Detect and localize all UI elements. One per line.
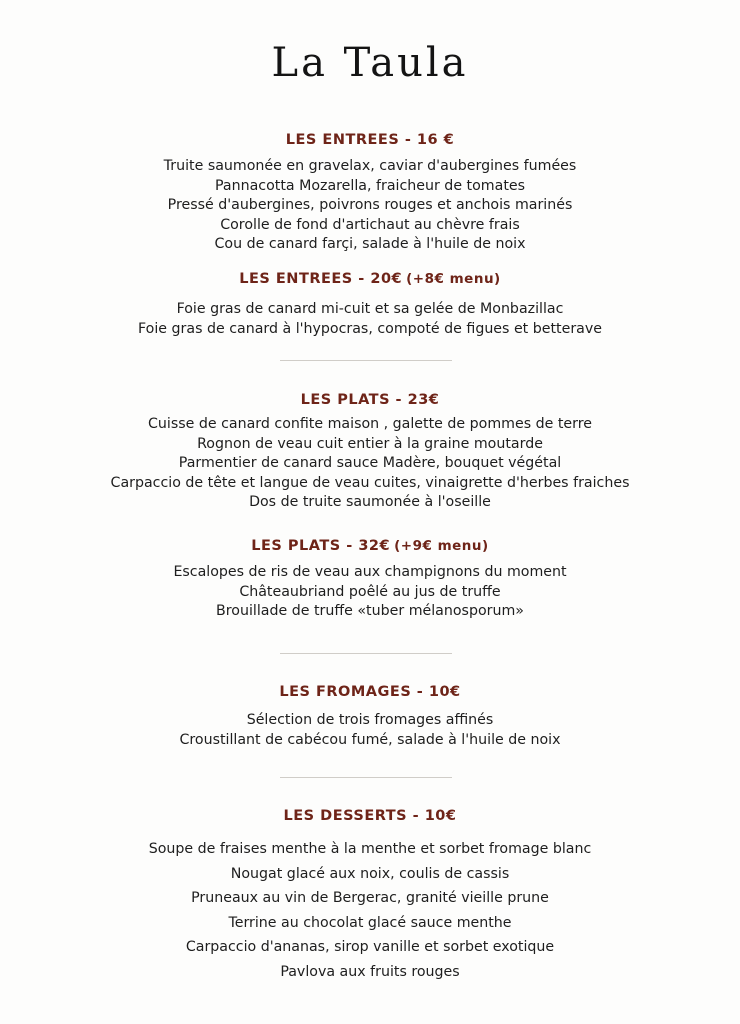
- menu-item: Soupe de fraises menthe à la menthe et sorbet fromage blanc: [148, 841, 592, 857]
- section-header: [0, 129, 740, 151]
- menu-item: Carpaccio de tête et langue de veau cuites, vinaigrette d'herbes fraiches: [110, 474, 630, 491]
- section-note: (+8€ menu): [406, 271, 501, 287]
- menu-section-entrees-20: [0, 268, 740, 339]
- section-header: [0, 681, 740, 703]
- menu-item: Parmentier de canard sauce Madère, bouquet végétal: [178, 455, 562, 472]
- menu-section-plats-32: [0, 535, 740, 622]
- section-title: LES ENTREES - 20€: [239, 271, 403, 287]
- menu-item: Brouillade de truffe «tuber mélanosporum»: [216, 603, 524, 620]
- menu-item: Foie gras de canard à l'hypocras, compoté de figues et betterave: [138, 320, 602, 337]
- menu-item: Croustillant de cabécou fumé, salade à l'huile de noix: [179, 731, 561, 748]
- section-header: [0, 389, 740, 411]
- menu-item: Carpaccio d'ananas, sirop vanille et sorbet exotique: [185, 939, 555, 955]
- menu-item: Terrine au chocolat glacé sauce menthe: [228, 914, 512, 931]
- section-note: (+9€ menu): [394, 538, 489, 554]
- menu-item: Châteaubriand poêlé au jus de truffe: [239, 583, 501, 600]
- menu-item: Nougat glacé aux noix, coulis de cassis: [230, 865, 510, 882]
- divider: [280, 653, 452, 654]
- restaurant-title: La Taula: [271, 40, 469, 86]
- menu-item: Foie gras de canard mi-cuit et sa gelée de Monbazillac: [176, 301, 564, 317]
- menu-item: Cuisse de canard confite maison , galette de pommes de terre: [148, 416, 592, 432]
- menu-item: Pavlova aux fruits rouges: [280, 963, 460, 980]
- section-title: LES FROMAGES - 10€: [279, 684, 461, 700]
- section-title: LES PLATS - 23€: [300, 392, 440, 408]
- menu-item: Escalopes de ris de veau aux champignons du moment: [173, 564, 567, 580]
- menu-item: Sélection de trois fromages affinés: [246, 712, 494, 728]
- section-header: [0, 268, 740, 290]
- menu-item: Pressé d'aubergines, poivrons rouges et anchois marinés: [167, 197, 573, 214]
- menu-section-fromages: [0, 681, 740, 750]
- section-title: LES ENTREES - 16 €: [285, 132, 455, 148]
- section-header: [0, 805, 740, 827]
- menu-item: Dos de truite saumonée à l'oseille: [249, 494, 491, 511]
- menu-item: Pannacotta Mozarella, fraicheur de tomates: [214, 177, 525, 194]
- menu-item: Cou de canard farçi, salade à l'huile de noix: [214, 236, 526, 253]
- menu-item: Corolle de fond d'artichaut au chèvre frais: [220, 216, 520, 233]
- menu-item: Truite saumonée en gravelax, caviar d'aubergines fumées: [163, 158, 577, 174]
- menu-section-desserts: [0, 805, 740, 984]
- divider: [280, 360, 452, 361]
- menu-section-plats-23: [0, 389, 740, 513]
- divider: [280, 777, 452, 778]
- section-title: LES PLATS - 32€: [251, 538, 391, 554]
- section-header: [0, 535, 740, 557]
- section-title: LES DESSERTS - 10€: [283, 808, 457, 824]
- menu-item: Rognon de veau cuit entier à la graine moutarde: [197, 435, 543, 452]
- menu-item: Pruneaux au vin de Bergerac, granité vieille prune: [191, 890, 549, 906]
- menu-section-entrees-16: [0, 129, 740, 255]
